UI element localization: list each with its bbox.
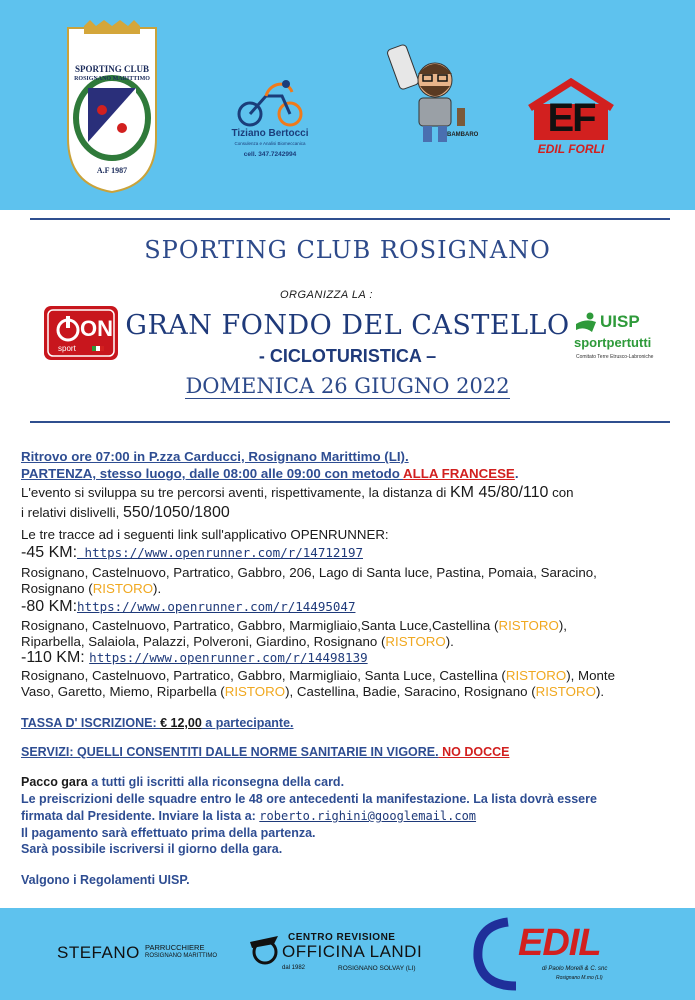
partenza-text: PARTENZA, stesso luogo, dalle 08:00 alle 09:00 con metodo: [21, 466, 404, 481]
route-110-line-2: [21, 684, 604, 700]
cyclist-icon: [222, 78, 318, 128]
dislivelli-text: i relativi dislivelli,: [21, 505, 123, 520]
route-110-punct-2: ).: [595, 684, 605, 699]
dislivelli-values: 550/1050/1800: [122, 504, 230, 521]
bambaro-logo: [385, 42, 485, 147]
servizi-text: SERVIZI: QUELLI CONSENTITI DALLE NORME SANITARIE IN VIGORE.: [21, 745, 439, 759]
pacco-label: Pacco gara: [21, 775, 88, 789]
ef-letters: EF: [547, 96, 595, 140]
route-110-line-1: [21, 668, 615, 684]
organizza-label: ORGANIZZA LA :: [280, 289, 373, 301]
partenza-end: .: [514, 466, 519, 481]
route-80-line-1: [21, 618, 567, 634]
route-110-header: [21, 650, 368, 666]
route-80-label: -80 KM:: [21, 598, 78, 615]
route-80-header: [21, 599, 355, 615]
route-45-label: -45 KM:: [21, 544, 78, 561]
km-values: KM 45/80/110: [450, 484, 549, 501]
route-110-ristoro-2: RISTORO: [224, 684, 286, 699]
route-80-places: Rosignano, Castelnuovo, Partratico, Gabbro, Marmigliaio,Santa Luce,Castellina (: [21, 618, 499, 633]
officina-landi-logo: [248, 932, 428, 976]
route-110-ristoro-3: RISTORO: [535, 684, 596, 699]
route-45-places: Rosignano, Castelnuovo, Partratico, Gabbro, 206, Lago di Santa luce, Pastina, Pomaia, Saracino,: [21, 565, 597, 580]
tassa-label: TASSA D' ISCRIZIONE:: [21, 716, 161, 730]
no-docce: NO DOCCE: [438, 745, 510, 759]
officina-place: ROSIGNANO SOLVAY (LI): [338, 965, 416, 972]
page-title: SPORTING CLUB ROSIGNANO: [144, 236, 551, 264]
route-110-places: Rosignano, Castelnuovo, Partratico, Gabbro, Marmigliaio, Santa Luce, Castellina (: [21, 668, 506, 683]
stefano-line2: ROSIGNANO MARITTIMO: [145, 953, 217, 959]
route-45-link[interactable]: https://www.openrunner.com/r/14712197: [77, 545, 363, 560]
uisp-name: UISP: [600, 312, 640, 331]
on-small-text: sport: [58, 344, 76, 353]
crest-line1: SPORTING CLUB: [75, 64, 149, 74]
stefano-name: STEFANO: [57, 943, 140, 962]
route-80-punct-1: ),: [558, 618, 567, 633]
edil-sub2: Rosignano M.mo (LI): [556, 975, 603, 981]
route-110-places-2: Vaso, Garetto, Miemo, Riparbella (: [21, 684, 225, 699]
event-date-text: DOMENICA 26 GIUGNO 2022: [185, 374, 510, 398]
middle-divider: [30, 421, 670, 423]
servizi-line: [21, 744, 509, 760]
event-name: GRAN FONDO DEL CASTELLO: [125, 310, 570, 341]
uisp-tagline: sportpertutti: [574, 335, 652, 350]
evento-text-a: L'evento si sviluppa su tre percorsi aventi, rispettivamente, la distanza di: [21, 485, 450, 500]
route-80-punct-2: ).: [445, 634, 454, 649]
officina-main: OFFICINA LANDI: [282, 942, 423, 961]
on-big-text: ON: [80, 316, 113, 341]
tiziano-name: Tiziano Bertocci: [231, 128, 309, 139]
tiziano-subtitle: Consulenza e Analisi Biomeccanica: [234, 141, 306, 146]
tiziano-bertocci-logo: [222, 78, 318, 168]
event-date: [0, 374, 695, 398]
officina-since: dal 1982: [282, 965, 306, 971]
evento-text-b: con: [548, 485, 574, 500]
pacco-text-3: firmata dal Presidente. Inviare la lista a:: [21, 809, 260, 823]
partenza-metodo: ALLA FRANCESE: [403, 466, 515, 481]
edil-sub1: di Paolo Morelli & C. snc: [542, 966, 608, 972]
uisp-runner-icon: [572, 312, 600, 334]
crest-line2: ROSIGNANO MARITTIMO: [74, 76, 150, 82]
officina-top: CENTRO REVISIONE: [288, 932, 396, 943]
pacco-line-2: Le preiscrizioni delle squadre entro le 48 ore antecedenti la manifestazione. La lista dovrà essere: [21, 792, 597, 806]
top-divider: [30, 218, 670, 220]
stefano-line1: PARRUCCHIERE: [145, 943, 205, 952]
uisp-sub: Comitato Terre Etrusco-Labroniche: [576, 354, 654, 360]
crest-founded: A.F 1987: [96, 166, 128, 175]
ef-name: EDIL FORLI: [537, 142, 605, 156]
route-45-place-end: Rosignano (: [21, 581, 93, 596]
ritrovo-line: Ritrovo ore 07:00 in P.zza Carducci, Rosignano Marittimo (LI).: [21, 449, 409, 464]
partenza-line: [21, 466, 519, 482]
tassa-amount: € 12,00: [160, 716, 202, 730]
route-80-ristoro-2: RISTORO: [385, 634, 446, 649]
route-80-link[interactable]: https://www.openrunner.com/r/14495047: [77, 599, 356, 614]
route-45-header: [21, 545, 363, 561]
edil-forli-logo: [526, 78, 616, 166]
edil-logo: [468, 914, 638, 994]
route-110-punct-1: ), Monte: [566, 668, 615, 683]
email-link[interactable]: roberto.righini@googlemail.com: [259, 809, 477, 823]
route-80-places-2: Riparbella, Salaiola, Palazzi, Polveroni, Giardino, Rosignano (: [21, 634, 386, 649]
pacco-line-4: Il pagamento sarà effettuato prima della partenza.: [21, 826, 316, 840]
pacco-line-1: [21, 774, 344, 790]
route-45-line-1: [21, 565, 597, 581]
tracce-line: Le tre tracce ad i seguenti link sull'applicativo OPENRUNNER:: [21, 527, 389, 542]
route-110-places-3: ), Castellina, Badie, Saracino, Rosignano (: [285, 684, 536, 699]
regolamenti-line: Valgono i Regolamenti UISP.: [21, 873, 190, 887]
bambaro-label: BAMBARO: [447, 132, 479, 138]
tassa-rest: a partecipante.: [201, 716, 294, 730]
tiziano-cell: cell. 347.7242994: [243, 151, 297, 158]
route-110-ristoro-1: RISTORO: [505, 668, 567, 683]
route-45-ristoro: RISTORO: [92, 581, 154, 596]
event-type: - CICLOTURISTICA –: [258, 346, 437, 366]
wing-wheel-icon: [248, 934, 282, 966]
pacco-text-1: a tutti gli iscritti alla riconsegna della card.: [87, 775, 345, 789]
pacco-line-5: Sarà possibile iscriversi il giorno della gara.: [21, 842, 283, 856]
dislivelli-line: [21, 505, 230, 521]
sporting-club-crest-logo: [62, 20, 162, 195]
route-110-link[interactable]: https://www.openrunner.com/r/14498139: [89, 650, 368, 665]
route-80-ristoro-1: RISTORO: [498, 618, 559, 633]
route-45-punct: ).: [153, 581, 162, 596]
route-45-line-2: [21, 581, 161, 597]
route-80-line-2: [21, 634, 454, 650]
evento-line: [21, 485, 574, 501]
tassa-line: [21, 715, 294, 731]
pacco-line-3: [21, 808, 476, 824]
route-110-label: -110 KM:: [21, 649, 90, 666]
edil-main: EDIL: [518, 922, 601, 964]
